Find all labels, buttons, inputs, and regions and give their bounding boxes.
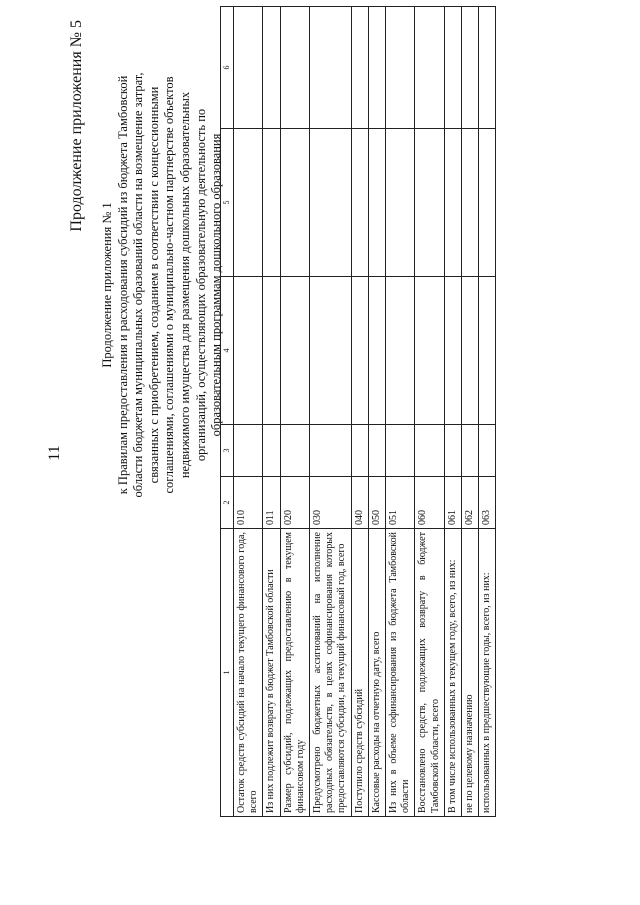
empty-cell-col-3 [280, 425, 309, 477]
row-code: 040 [351, 477, 368, 529]
page-number: 11 [46, 445, 63, 461]
appendix-1-reference-text: к Правилам предоставления и расходования субсидий из бюджета Тамбовской области бюджетам муниципальных образований области на возмещение затрат, связанных с приобретением, созданием в соответствии с концессионными соглашениями, соглашениями о муниципально-частном партнерстве объектов недвижимого имущества для размещения дошкольных образовательных организаций, осуществляющих образовательную деятельность по образовательным программам дошкольного образования [115, 72, 224, 498]
empty-cell-col-6 [263, 7, 280, 129]
column-number-4: 4 [221, 277, 234, 425]
empty-cell-col-5 [368, 129, 385, 277]
empty-cell-col-3 [415, 425, 444, 477]
appendix-1-continuation-title: Продолжение приложения № 1 [100, 202, 114, 368]
table-row [415, 7, 444, 817]
empty-cell-col-4 [462, 277, 479, 425]
row-code: 060 [415, 477, 444, 529]
table-row [462, 7, 479, 817]
empty-cell-col-5 [310, 129, 352, 277]
empty-cell-col-4 [280, 277, 309, 425]
table-row [280, 7, 309, 817]
row-indicator-name: Из них в объеме софинансирования из бюджета Тамбовской области [386, 529, 415, 817]
empty-cell-col-6 [479, 7, 496, 129]
empty-cell-col-3 [368, 425, 385, 477]
row-code: 063 [479, 477, 496, 529]
empty-cell-col-4 [351, 277, 368, 425]
row-indicator-name: использованных в предшествующие годы, всего, из них: [479, 529, 496, 817]
row-indicator-name: Кассовые расходы на отчетную дату, всего [368, 529, 385, 817]
row-indicator-name: Восстановлено средств, подлежащих возврату в бюджет Тамбовской области, всего [415, 529, 444, 817]
row-indicator-name: Из них подлежит возврату в бюджет Тамбовской области [263, 529, 280, 817]
column-number-3: 3 [221, 425, 234, 477]
empty-cell-col-5 [444, 129, 461, 277]
empty-cell-col-6 [234, 7, 263, 129]
appendix-table [220, 6, 496, 817]
table-header-row [221, 7, 234, 817]
row-code: 010 [234, 477, 263, 529]
empty-cell-col-5 [280, 129, 309, 277]
empty-cell-col-3 [479, 425, 496, 477]
column-number-6: 6 [221, 7, 234, 129]
empty-cell-col-3 [386, 425, 415, 477]
table-row [444, 7, 461, 817]
appendix-1-continuation-block [100, 65, 225, 505]
row-code: 062 [462, 477, 479, 529]
row-code: 051 [386, 477, 415, 529]
column-number-5: 5 [221, 129, 234, 277]
table-row [310, 7, 352, 817]
empty-cell-col-5 [263, 129, 280, 277]
column-number-1: 1 [221, 529, 234, 817]
empty-cell-col-4 [310, 277, 352, 425]
empty-cell-col-3 [263, 425, 280, 477]
table-row [351, 7, 368, 817]
empty-cell-col-4 [386, 277, 415, 425]
empty-cell-col-5 [462, 129, 479, 277]
table-row [386, 7, 415, 817]
empty-cell-col-5 [386, 129, 415, 277]
empty-cell-col-4 [234, 277, 263, 425]
empty-cell-col-4 [368, 277, 385, 425]
empty-cell-col-6 [351, 7, 368, 129]
empty-cell-col-3 [351, 425, 368, 477]
row-indicator-name: не по целевому назначению [462, 529, 479, 817]
row-code: 030 [310, 477, 352, 529]
empty-cell-col-6 [415, 7, 444, 129]
table-row [479, 7, 496, 817]
table-row [368, 7, 385, 817]
row-code: 020 [280, 477, 309, 529]
row-indicator-name: Предусмотрено бюджетных ассигнований на исполнение расходных обязательств, в целях софинансирования которых предоставляются субсидии, на текущий финансовый год, всего [310, 529, 352, 817]
column-number-2: 2 [221, 477, 234, 529]
row-indicator-name: Остаток средств субсидий на начало текущего финансового года, всего [234, 529, 263, 817]
row-indicator-name: Размер субсидий, подлежащих предоставлению в текущем финансовом году [280, 529, 309, 817]
empty-cell-col-6 [386, 7, 415, 129]
row-code: 011 [263, 477, 280, 529]
empty-cell-col-5 [415, 129, 444, 277]
empty-cell-col-6 [368, 7, 385, 129]
row-code: 050 [368, 477, 385, 529]
table-row [263, 7, 280, 817]
empty-cell-col-4 [263, 277, 280, 425]
empty-cell-col-5 [234, 129, 263, 277]
empty-cell-col-6 [280, 7, 309, 129]
empty-cell-col-6 [462, 7, 479, 129]
row-indicator-name: Поступило средств субсидий [351, 529, 368, 817]
empty-cell-col-6 [310, 7, 352, 129]
appendix-5-continuation-heading: Продолжение приложения № 5 [68, 20, 85, 232]
empty-cell-col-5 [479, 129, 496, 277]
row-indicator-name: В том числе использованных в текущем году, всего, из них: [444, 529, 461, 817]
empty-cell-col-6 [444, 7, 461, 129]
table-row [234, 7, 263, 817]
empty-cell-col-3 [310, 425, 352, 477]
row-code: 061 [444, 477, 461, 529]
empty-cell-col-3 [462, 425, 479, 477]
empty-cell-col-3 [234, 425, 263, 477]
empty-cell-col-4 [415, 277, 444, 425]
empty-cell-col-4 [444, 277, 461, 425]
empty-cell-col-5 [351, 129, 368, 277]
empty-cell-col-4 [479, 277, 496, 425]
empty-cell-col-3 [444, 425, 461, 477]
